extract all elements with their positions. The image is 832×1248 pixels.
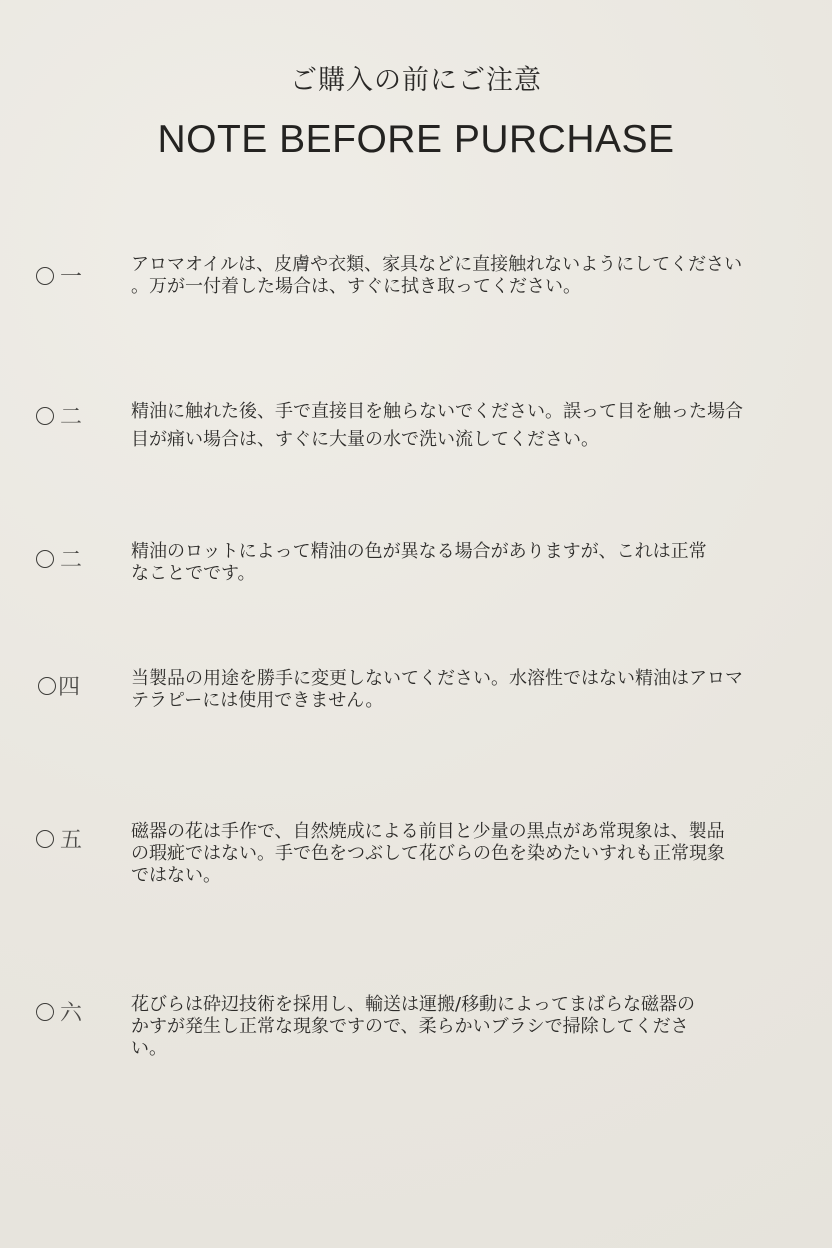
note-line: なことでです。 [131,563,256,584]
note-line: かすが発生し正常な現象ですので、柔らかいブラシで掃除してくださ [131,1016,689,1037]
note-text [131,398,771,454]
circle-bullet-icon [36,267,54,285]
note-numeral: 四 [58,675,81,700]
page-title-japanese: ご購入の前にご注意 [290,65,542,96]
note-line: 目が痛い場合は、すぐに大量の水で洗い流してください。 [131,429,599,450]
note-line: 精油のロットによって精油の色が異なる場合がありますが、これは正常 [131,541,707,562]
note-marker [36,260,82,291]
circle-bullet-icon [36,550,54,568]
note-line: 。万が一付着した場合は、すぐに拭き取ってください。 [131,276,581,297]
page-title-english: NOTE BEFORE PURCHASE [157,118,675,161]
note-marker [36,400,82,431]
note-numeral: 六 [60,1001,83,1026]
note-line: 磁器の花は手作で、自然焼成による前目と少量の黒点があ常現象は、製品 [131,821,725,842]
circle-bullet-icon [36,1003,54,1021]
note-line: い。 [131,1038,167,1059]
note-marker [38,670,80,701]
circle-bullet-icon [36,407,54,425]
note-text [131,668,771,712]
note-line: 精油に触れた後、手で直接目を触らないでください。誤って目を触った場合 [131,401,743,422]
note-line: テラピーには使用できません。 [131,690,384,711]
note-numeral: 一 [60,265,83,290]
note-text [131,821,771,887]
note-text [131,994,771,1060]
note-numeral: 二 [60,548,83,573]
note-text [131,254,771,298]
circle-bullet-icon [36,830,54,848]
note-marker [36,823,82,854]
note-line: アロマオイルは、皮膚や衣類、家具などに直接触れないようにしてください [131,254,743,275]
note-line: 花びらは砕辺技術を採用し、輸送は運搬/移動によってまばらな磁器の [131,994,696,1015]
note-marker [36,996,82,1027]
note-numeral: 二 [60,405,83,430]
note-line: 当製品の用途を勝手に変更しないてください。水溶性ではない精油はアロマ [131,668,743,689]
note-line: ではない。 [131,865,221,886]
circle-bullet-icon [38,677,56,695]
note-text [131,541,771,585]
note-marker [36,543,82,574]
note-line: の瑕疵ではない。手で色をつぶして花びらの色を染めたいすれも正常現象 [131,843,725,864]
note-numeral: 五 [60,828,83,853]
